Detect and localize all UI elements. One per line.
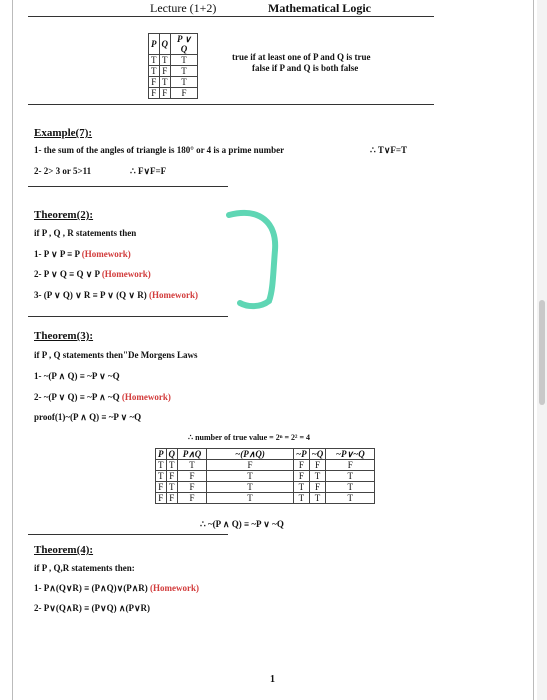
homework-label: (Homework) <box>81 249 131 259</box>
cell: T <box>149 55 160 66</box>
formula: 1- P ∨ P ≡ P <box>34 249 80 259</box>
de-morgan-conclusion: ∴ ~(P ∧ Q) ≡ ~P ∨ ~Q <box>200 519 284 529</box>
header-cell: P ∨ Q <box>171 34 198 55</box>
cell: F <box>178 482 207 493</box>
header-cell: P∧Q <box>178 449 207 460</box>
table-header-row <box>149 34 198 55</box>
cell: T <box>171 55 198 66</box>
header-cell: Q <box>159 34 171 55</box>
theorem2-title: Theorem(2): <box>34 209 94 221</box>
theorem3-proof: proof(1)~(P ∧ Q) ≡ ~P ∨ ~Q <box>34 412 142 422</box>
cell: T <box>171 66 198 77</box>
or-truth-table <box>148 33 198 99</box>
cell: T <box>159 55 171 66</box>
cell: T <box>294 482 310 493</box>
cell: F <box>166 493 178 504</box>
cell: F <box>159 66 171 77</box>
theorem3-item2 <box>34 392 171 403</box>
cell: T <box>326 493 375 504</box>
cell: T <box>166 460 178 471</box>
homework-label: (Homework) <box>150 583 200 593</box>
section-rule <box>28 104 434 105</box>
cell: F <box>171 88 198 99</box>
cell: F <box>178 493 207 504</box>
cell: F <box>156 482 167 493</box>
table-row <box>156 471 375 482</box>
theorem2-intro: if P , Q , R statements then <box>34 228 137 238</box>
cell: T <box>156 471 167 482</box>
header-cell: ~Q <box>309 449 326 460</box>
theorem3-intro: if P , Q statements then"De Morgens Laws <box>34 350 198 360</box>
cell: F <box>166 471 178 482</box>
cell: F <box>294 471 310 482</box>
subject-title: Mathematical Logic <box>268 1 371 15</box>
table-row <box>156 482 375 493</box>
cell: T <box>166 482 178 493</box>
cell: T <box>171 77 198 88</box>
header-cell: ~P <box>294 449 310 460</box>
section-rule <box>28 534 228 535</box>
cell: F <box>309 482 326 493</box>
cell: F <box>294 460 310 471</box>
or-note-line2: false if P and Q is both false <box>252 63 359 73</box>
de-morgan-truth-table <box>155 448 375 504</box>
cell: T <box>156 460 167 471</box>
example7-title: Example(7): <box>34 127 93 139</box>
header-cell: P <box>156 449 167 460</box>
header-cell: ~P∨~Q <box>326 449 375 460</box>
table-row <box>149 55 198 66</box>
example7-line1-result: ∴ T∨F=T <box>370 145 408 155</box>
theorem4-item2: 2- P∨(Q∧R) ≡ (P∨Q) ∧(P∨R) <box>34 603 151 613</box>
theorem2-item2 <box>34 269 151 280</box>
or-note-line1: true if at least one of P and Q is true <box>232 52 371 62</box>
cell: F <box>309 460 326 471</box>
example7-line2-result: ∴ F∨F=F <box>130 166 167 176</box>
cell: F <box>159 88 171 99</box>
homework-label: (Homework) <box>148 290 198 300</box>
example7-line1: 1- the sum of the angles of triangle is 180° or 4 is a prime number <box>34 145 285 155</box>
cell: T <box>326 482 375 493</box>
cell: T <box>207 493 294 504</box>
cell: F <box>149 88 160 99</box>
homework-label: (Homework) <box>121 392 171 402</box>
table-row <box>149 88 198 99</box>
theorem4-item1 <box>34 583 199 594</box>
cell: T <box>178 460 207 471</box>
section-rule <box>28 316 228 317</box>
cell: F <box>156 493 167 504</box>
cell: T <box>294 493 310 504</box>
cell: T <box>326 471 375 482</box>
cell: F <box>149 77 160 88</box>
header-cell: ~(P∧Q) <box>207 449 294 460</box>
theorem4-intro: if P , Q,R statements then: <box>34 563 135 573</box>
theorem3-item1: 1- ~(P ∧ Q) ≡ ~P ∨ ~Q <box>34 371 120 381</box>
theorem3-title: Theorem(3): <box>34 330 94 342</box>
cell: F <box>178 471 207 482</box>
table-header-row <box>156 449 375 460</box>
formula: 3- (P ∨ Q) ∨ R ≡ P ∨ (Q ∨ R) <box>34 290 147 300</box>
theorem2-item3 <box>34 290 198 301</box>
cell: T <box>159 77 171 88</box>
cell: F <box>207 460 294 471</box>
handwritten-bracket <box>215 205 295 315</box>
header-rule <box>28 16 434 17</box>
page-number: 1 <box>270 674 275 685</box>
example7-line2: 2- 2> 3 or 5>11 <box>34 166 92 176</box>
formula: 2- ~(P ∨ Q) ≡ ~P ∧ ~Q <box>34 392 120 402</box>
homework-label: (Homework) <box>101 269 151 279</box>
formula: 2- P ∨ Q ≡ Q ∨ P <box>34 269 100 279</box>
section-rule <box>28 186 228 187</box>
theorem4-title: Theorem(4): <box>34 544 94 556</box>
table-row <box>156 460 375 471</box>
table-row <box>156 493 375 504</box>
cell: T <box>149 66 160 77</box>
vertical-scrollbar[interactable] <box>537 0 547 700</box>
header-cell: Q <box>166 449 178 460</box>
formula: 1- P∧(Q∨R) ≡ (P∧Q)∨(P∧R) <box>34 583 148 593</box>
cell: T <box>309 471 326 482</box>
cell: F <box>326 460 375 471</box>
table-row <box>149 66 198 77</box>
theorem2-item1 <box>34 249 131 260</box>
cell: T <box>207 471 294 482</box>
cell: T <box>309 493 326 504</box>
lecture-title: Lecture (1+2) <box>150 1 217 15</box>
header-cell: P <box>149 34 160 55</box>
truth-value-count: ∴ number of true value = 2ⁿ = 2² = 4 <box>188 433 311 442</box>
cell: T <box>207 482 294 493</box>
table-row <box>149 77 198 88</box>
scrollbar-thumb[interactable] <box>539 300 545 405</box>
